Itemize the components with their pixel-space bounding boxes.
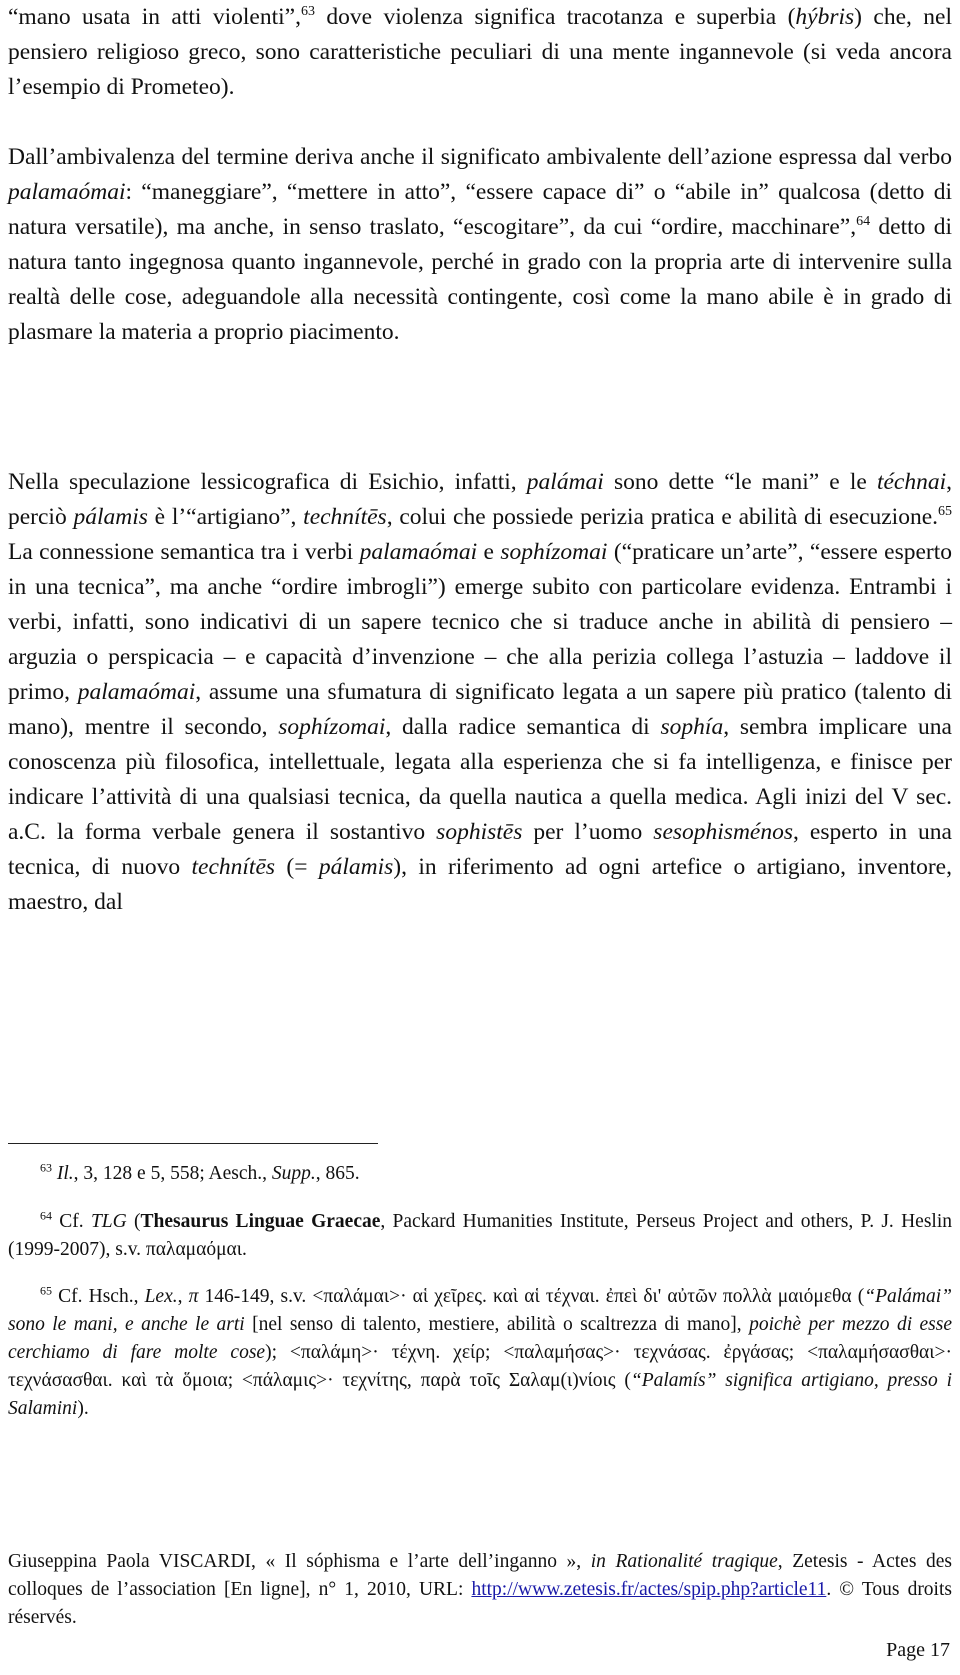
italic-term: sophistēs xyxy=(436,819,523,845)
italic-term: palamaómai xyxy=(359,539,478,565)
citation-footer xyxy=(8,1548,952,1632)
text-run: : “maneggiare”, “mettere in atto”, “essere capace di” o “abile in” qualcosa (detto di natura versatile), ma anche, in senso traslato, “escogitare”, da cui “ordire, macchinare”, xyxy=(8,179,952,240)
text-run: . © Tous droits réservés. xyxy=(8,1579,952,1628)
text-run: sono dette “le mani” e le xyxy=(603,469,877,495)
footnote-ref-65[interactable]: 65 xyxy=(938,504,952,520)
paragraph-3 xyxy=(8,465,952,920)
text-run: [nel senso di talento, mestiere, abilità o scaltrezza di mano], xyxy=(244,1314,750,1335)
text-run: dove violenza significa tracotanza e superbia ( xyxy=(314,4,796,30)
italic-term: in Rationalité tragique xyxy=(590,1551,778,1572)
italic-term: technítēs xyxy=(303,504,387,530)
text-run: , Zetesis - Actes des colloques de l’association [En ligne], n° 1, 2010, URL: xyxy=(8,1551,952,1600)
italic-term: palamaómai xyxy=(8,179,126,205)
footnote-63 xyxy=(8,1160,952,1188)
footnote-65 xyxy=(8,1283,952,1423)
footnote-number: 64 xyxy=(40,1208,52,1223)
text-run: , 3, 128 e 5, 558; Aesch., xyxy=(73,1163,272,1184)
italic-term: “Palamís” significa artigiano, presso i Salamini xyxy=(8,1370,952,1419)
text-run: Cf. Hsch., xyxy=(52,1286,145,1307)
paragraph-2 xyxy=(8,140,952,350)
text-run: , Packard Humanities Institute, Perseus Project and others, P. J. Heslin (1999-2007), s.v. παλαμαόμαι. xyxy=(8,1211,953,1260)
footnote-ref-63[interactable]: 63 xyxy=(300,4,315,20)
italic-term: poichè per mezzo di esse cerchiamo di fare molte cose xyxy=(8,1314,953,1363)
italic-term: palámai xyxy=(526,469,604,495)
text-run: ), in riferimento ad ogni artefice o artigiano, inventore, maestro, dal xyxy=(8,854,952,915)
text-run: (= xyxy=(275,854,319,880)
italic-term: technítēs xyxy=(191,854,276,880)
bold-term: Thesaurus Linguae Graecae xyxy=(140,1211,381,1232)
text-run: , colui che possiede perizia pratica e abilità di esecuzione. xyxy=(386,504,938,530)
italic-term: “Palámai” sono le mani, e anche le arti xyxy=(8,1286,952,1335)
text-run: , 865. xyxy=(315,1163,360,1184)
text-run: 146-149, s.v. <παλάμαι>· αἱ χεῖρες. καὶ αἱ τέχναι. ἐπεὶ δι' αὐτῶν πολλὰ μαιόμεθα ( xyxy=(198,1286,865,1307)
text-run: ). xyxy=(77,1398,89,1419)
italic-term: palamaómai xyxy=(77,679,196,705)
text-run: Giuseppina Paola VISCARDI, « Il sóphisma e l’arte dell’inganno », xyxy=(8,1551,591,1572)
text-run: , assume una sfumatura di significato legata a un sapere più pratico (talento di mano), mentre il secondo, xyxy=(8,679,953,740)
italic-term: Supp. xyxy=(271,1163,316,1184)
text-run: Dall’ambivalenza del termine deriva anche il significato ambivalente dell’azione espressa dal verbo xyxy=(8,144,952,170)
text-run: per l’uomo xyxy=(522,819,654,845)
italic-term: Il. xyxy=(56,1163,74,1184)
text-run: “mano usata in atti violenti”, xyxy=(8,4,301,30)
text-run: ) che, nel pensiero religioso greco, sono caratteristiche peculiari di una mente ingannevole (si veda ancora l’esempio di Prometeo). xyxy=(8,4,952,100)
italic-term: téchnai xyxy=(876,469,947,495)
footnote-64 xyxy=(8,1208,952,1264)
text-run: Nella speculazione lessicografica di Esichio, infatti, xyxy=(8,469,527,495)
italic-term: pálamis xyxy=(318,854,394,880)
text-run: , sembra implicare una conoscenza più filosofica, intellettuale, legata alla esperienza che si fa intelligenza, e finisce per indicare l’attività di una qualsiasi tecnica, da quella nautica a quella medica. Agli inizi del V sec. a.C. la forma verbale genera il sostantivo xyxy=(8,714,952,845)
footnote-ref-64[interactable]: 64 xyxy=(856,214,871,230)
italic-term: hýbris xyxy=(795,4,855,30)
italic-term: sophízomai xyxy=(500,539,608,565)
footnote-number: 63 xyxy=(40,1160,52,1175)
text-run: La connessione semantica tra i verbi xyxy=(8,539,360,565)
text-run: , xyxy=(177,1286,189,1307)
italic-term: π xyxy=(188,1286,199,1307)
text-run: ( xyxy=(126,1211,141,1232)
text-run: è l’“artigiano”, xyxy=(147,504,304,530)
italic-term: sesophisménos xyxy=(653,819,793,845)
italic-term: Lex. xyxy=(144,1286,178,1307)
paragraph-1 xyxy=(8,0,952,105)
italic-term: sophía xyxy=(660,714,724,740)
article-link[interactable]: http://www.zetesis.fr/actes/spip.php?article11 xyxy=(471,1579,827,1600)
text-run: ); <παλάμη>· τέχνη. χείρ; <παλαμήσας>· τεχνάσας. ἐργάσας; <παλαμήσασθαι>· τεχνάσασθαι. καὶ τὰ ὅμοια; <πάλαμις>· τεχνίτης, παρὰ τοῖς Σαλαμ(ι)νίοις ( xyxy=(8,1342,952,1391)
text-run: , esperto in una tecnica, di nuovo xyxy=(8,819,952,880)
text-run: e xyxy=(477,539,501,565)
text-run: , perciò xyxy=(8,469,952,530)
italic-term: sophízomai xyxy=(278,714,386,740)
page-number: Page 17 xyxy=(886,1639,950,1661)
footnote-separator xyxy=(8,1143,378,1144)
italic-term: TLG xyxy=(90,1211,127,1232)
text-run: , dalla radice semantica di xyxy=(385,714,661,740)
text-run: detto di natura tanto ingegnosa quanto ingannevole, perché in grado con la propria arte di intervenire sulla realtà delle cose, adeguandole alla necessità contingente, così come la mano abile è in grado di plasmare la materia a proprio piacimento. xyxy=(8,214,952,345)
footnote-number: 65 xyxy=(40,1283,52,1298)
text-run: Cf. xyxy=(52,1211,91,1232)
italic-term: pálamis xyxy=(73,504,148,530)
text-run: (“praticare un’arte”, “essere esperto in una tecnica”, ma anche “ordire imbrogli”) emerge subito con particolare evidenza. Entrambi i verbi, infatti, sono indicativi di un sapere tecnico che si traduce anche in abilità di pensiero – arguzia o perspicacia – e capacità d’invenzione – che alla perizia collega l’astuzia – laddove il primo, xyxy=(8,539,953,705)
